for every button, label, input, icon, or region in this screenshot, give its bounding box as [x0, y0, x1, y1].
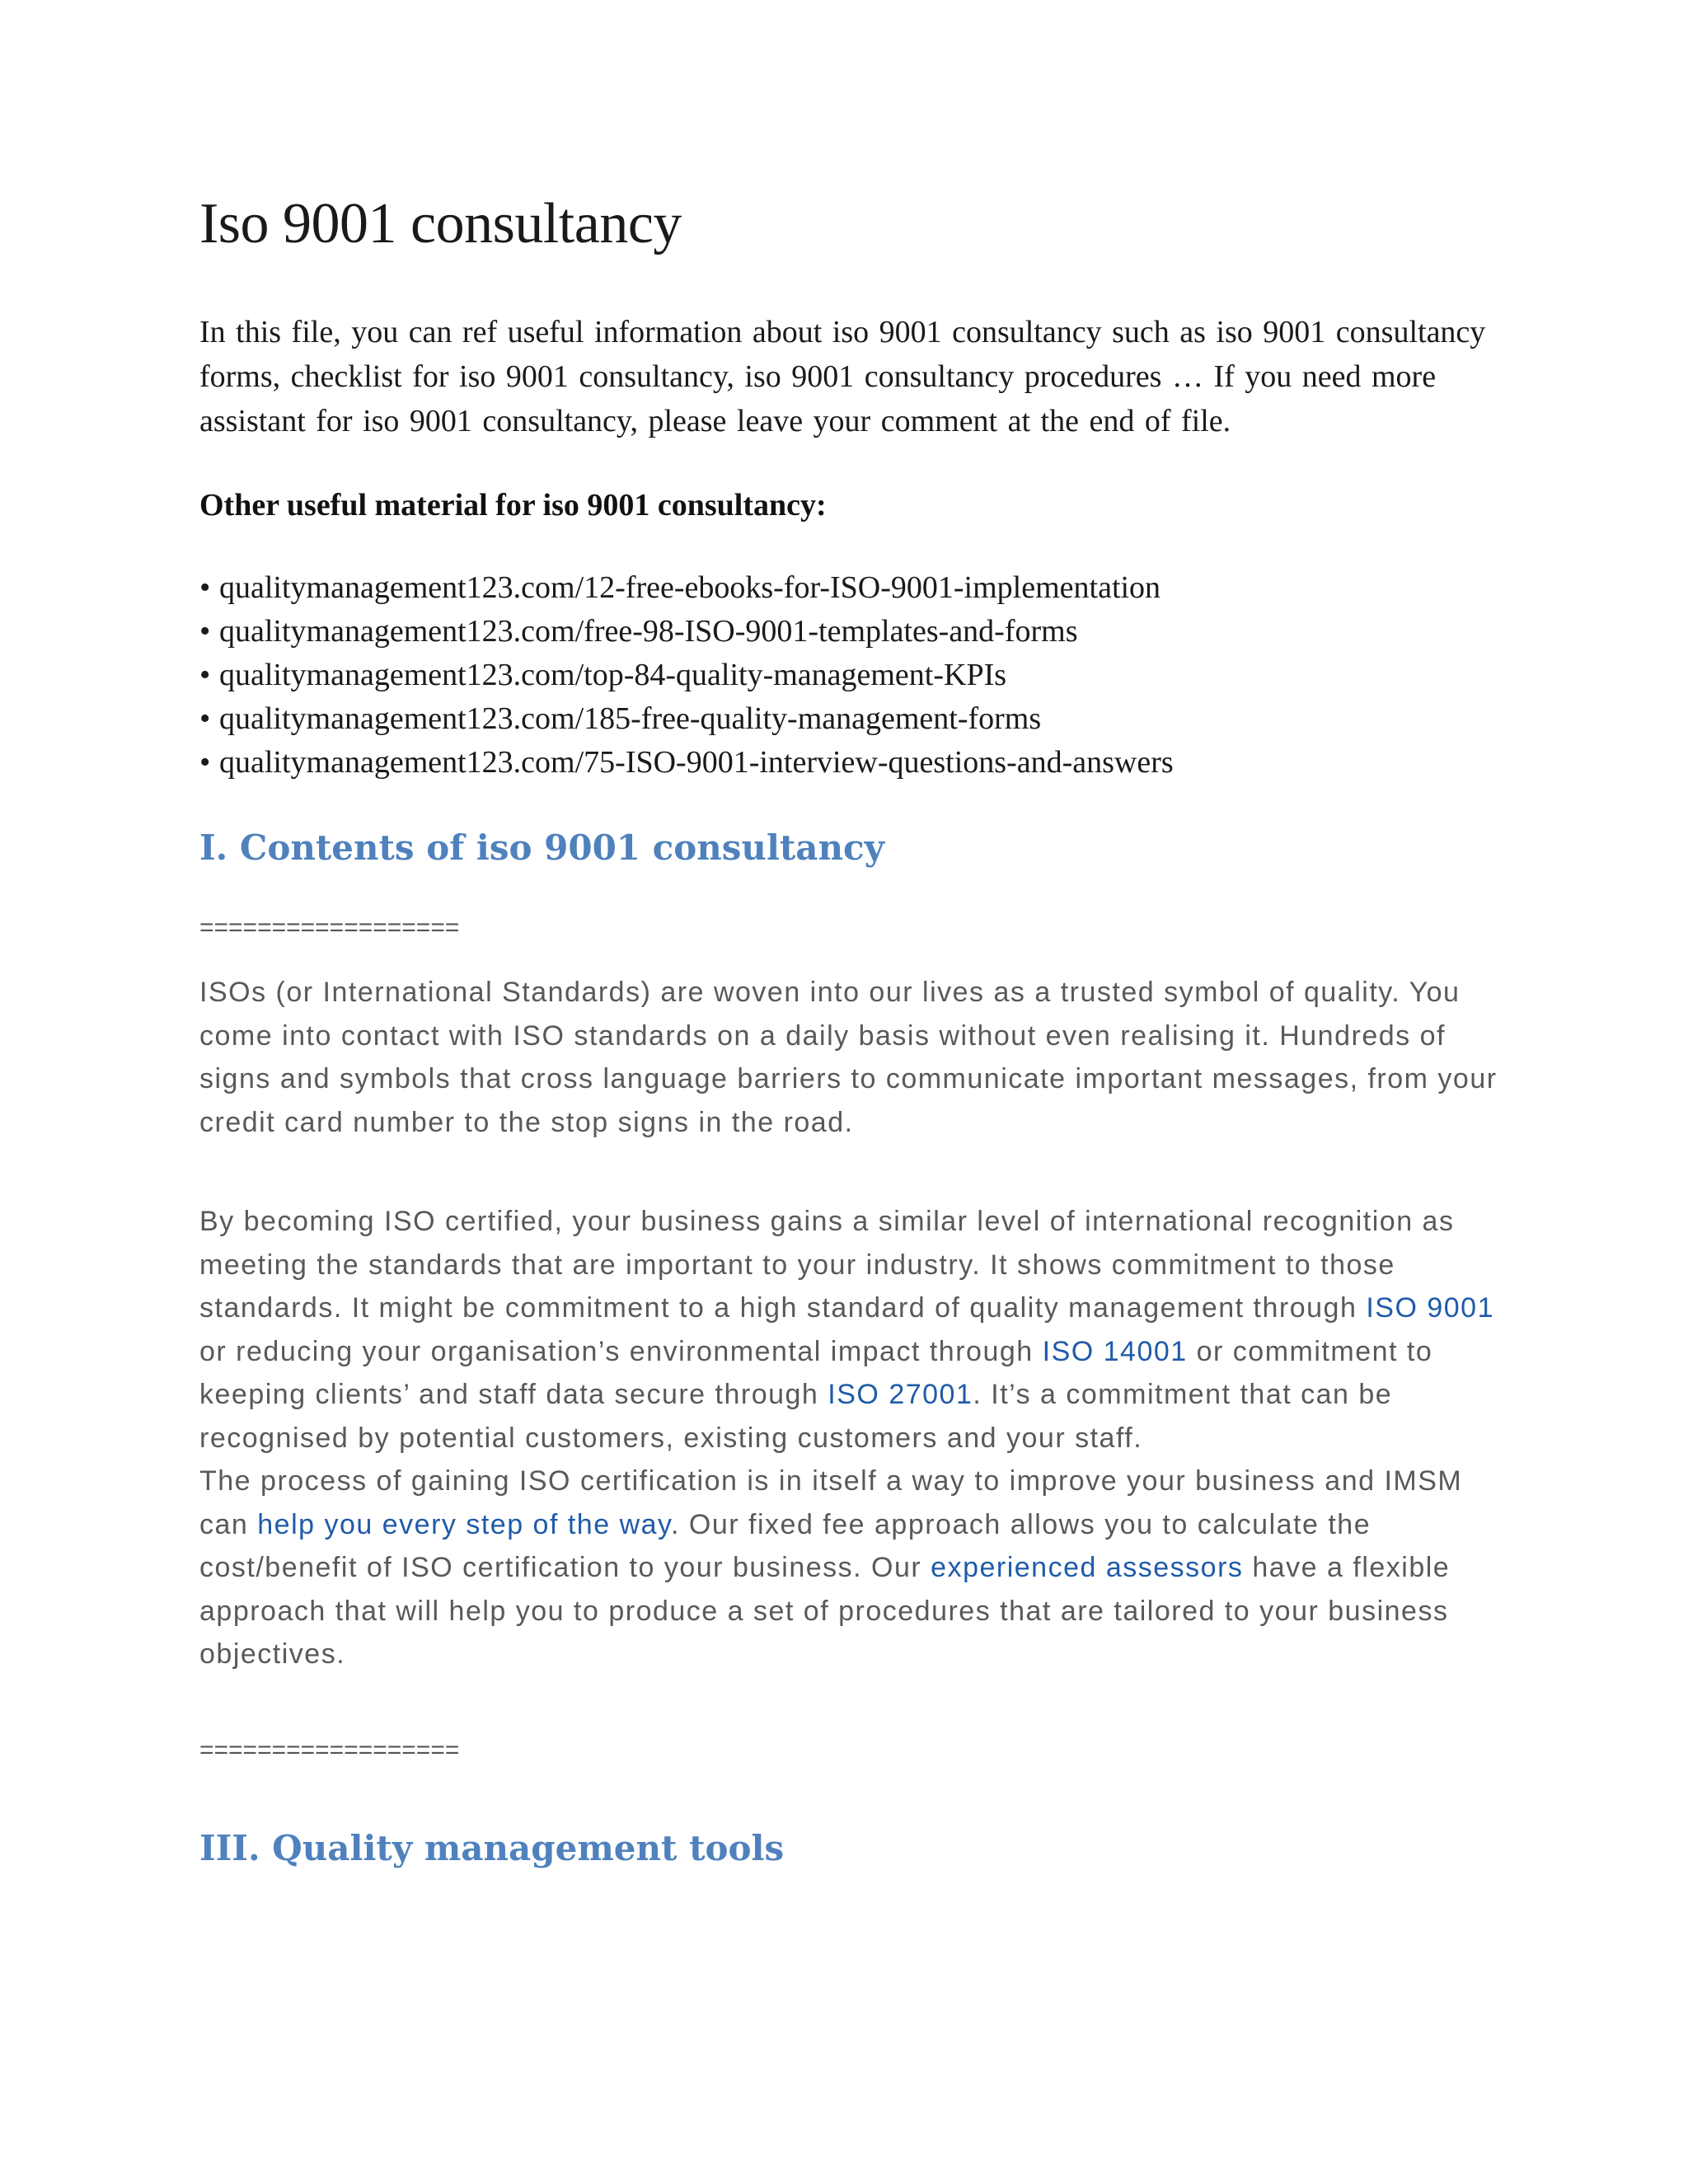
bullet-icon: •: [199, 701, 211, 736]
paragraph-text: By becoming ISO certified, your business gains a similar level of international recognition as meeting the standards that are important to your industry. It shows commitment to those standards. It might be commitment to a high standard of quality management through: [199, 1206, 1455, 1324]
process-paragraph: [199, 1460, 1502, 1676]
list-item: [199, 741, 1502, 785]
section-heading-contents: I. Contents of iso 9001 consultancy: [199, 827, 885, 868]
experienced-assessors-link[interactable]: experienced assessors: [931, 1552, 1244, 1583]
list-item: [199, 697, 1502, 741]
resource-link-text: qualitymanagement123.com/75-ISO-9001-interview-questions-and-answers: [219, 745, 1174, 780]
bullet-icon: •: [199, 745, 211, 780]
list-item: [199, 610, 1502, 654]
certification-paragraph: [199, 1200, 1502, 1460]
bullet-icon: •: [199, 614, 211, 649]
separator-bottom: ==================: [199, 1736, 460, 1764]
resource-link-text: qualitymanagement123.com/185-free-quality-management-forms: [219, 701, 1042, 736]
resource-link-text: qualitymanagement123.com/free-98-ISO-9001-templates-and-forms: [219, 614, 1078, 649]
paragraph-text: . It’s a commitment that can be recognised by potential customers, existing customers and your staff.: [199, 1379, 1393, 1454]
intro-paragraph: In this file, you can ref useful information about iso 9001 consultancy such as iso 9001 consultancy forms, checklist for iso 9001 consultancy, iso 9001 consultancy procedures … If you need more assistant for iso 9001 consultancy, please leave your comment at the end of file.: [199, 315, 1486, 438]
separator-top: ==================: [199, 914, 460, 941]
bullet-icon: •: [199, 570, 211, 605]
paragraph-text: or commitment to keeping clients’ and staff data secure through: [199, 1335, 1433, 1410]
iso-14001-link[interactable]: ISO 14001: [1042, 1335, 1188, 1367]
other-material-heading: Other useful material for iso 9001 consultancy:: [199, 488, 827, 523]
list-item: [199, 566, 1502, 610]
iso-9001-link[interactable]: ISO 9001: [1366, 1292, 1494, 1324]
paragraph-text: . Our fixed fee approach allows you to calculate the cost/benefit of ISO certification to your business. Our: [199, 1508, 1372, 1583]
paragraph-text: or reducing your organisation’s environmental impact through: [199, 1335, 1043, 1367]
document-title: Iso 9001 consultancy: [199, 192, 682, 255]
bullet-icon: •: [199, 658, 211, 692]
help-every-step-link[interactable]: help you every step of the way: [257, 1508, 672, 1540]
resource-link-text: qualitymanagement123.com/top-84-quality-management-KPIs: [219, 658, 1007, 692]
section-heading-tools: III. Quality management tools: [199, 1827, 785, 1868]
paragraph-text: The process of gaining ISO certification is in itself a way to improve your business and IMSM can: [199, 1465, 1463, 1540]
document-content: [199, 190, 1502, 1871]
paragraph-text: have a flexible approach that will help you to produce a set of procedures that are tailored to your business objectives.: [199, 1552, 1451, 1670]
iso-intro-paragraph: ISOs (or International Standards) are woven into our lives as a trusted symbol of quality. You come into contact with ISO standards on a daily basis without even realising it. Hundreds of signs and symbols that cross language barriers to communicate important messages, from your credit card number to the stop signs in the road.: [199, 977, 1498, 1138]
resource-link-text: qualitymanagement123.com/12-free-ebooks-for-ISO-9001-implementation: [219, 570, 1161, 605]
list-item: [199, 654, 1502, 697]
iso-27001-link[interactable]: ISO 27001: [828, 1379, 973, 1410]
resource-link-list: [199, 566, 1502, 785]
